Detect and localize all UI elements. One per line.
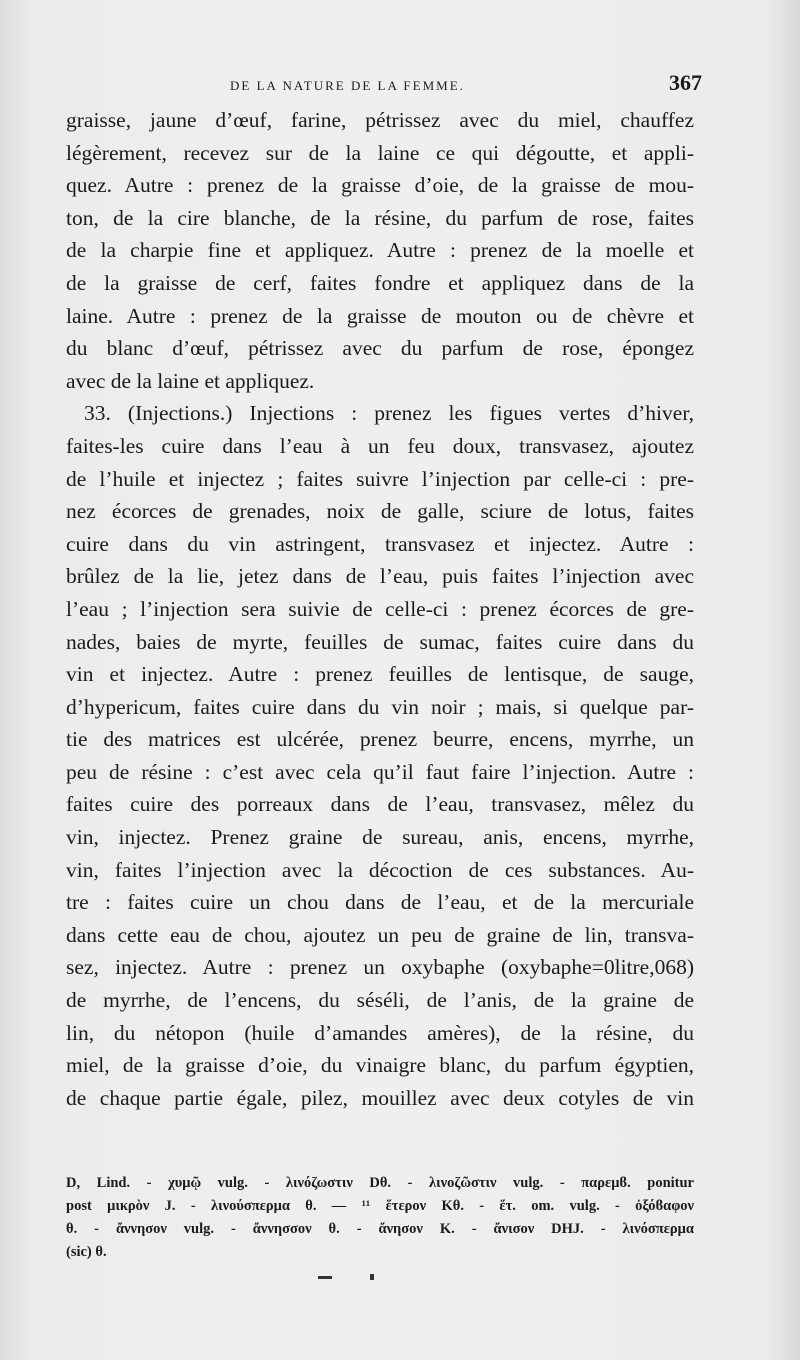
- footnote-line: D, Lind. - χυμῷ vulg. - λινόζωστιν Dθ. - λινοζῶστιν vulg. - παρεμϐ. ponitur: [66, 1175, 694, 1191]
- footnote-line: (sic) θ.: [66, 1244, 107, 1260]
- footnotes: [66, 1172, 694, 1264]
- text-line: vin et injectez. Autre : prenez feuilles de lentisque, de sauge,: [66, 662, 694, 687]
- text-line: cuire dans du vin astringent, transvasez et injectez. Autre :: [66, 531, 694, 556]
- text-line: faites cuire des porreaux dans de l’eau, transvasez, mêlez du: [66, 792, 694, 817]
- text-line: vin, injectez. Prenez graine de sureau, anis, encens, myrrhe,: [66, 825, 694, 850]
- text-line: vin, faites l’injection avec la décoction de ces substances. Au-: [66, 857, 694, 882]
- text-line: tie des matrices est ulcérée, prenez beurre, encens, myrrhe, un: [66, 727, 694, 752]
- main-text: [66, 104, 694, 1114]
- text-line: lin, du nétopon (huile d’amandes amères), de la résine, du: [66, 1020, 694, 1045]
- text-line: d’hypericum, faites cuire dans du vin noir ; mais, si quelque par-: [66, 694, 694, 719]
- text-line: graisse, jaune d’œuf, farine, pétrissez avec du miel, chauffez: [66, 108, 694, 132]
- text-line: du blanc d’œuf, pétrissez avec du parfum de rose, épongez: [66, 336, 694, 361]
- text-line: de chaque partie égale, pilez, mouillez avec deux cotyles de vin: [66, 1085, 694, 1110]
- footnote-line: post μικρὸν J. - λινούσπερμα θ. — ¹¹ ἕτερον Kθ. - ἕτ. om. vulg. - ὀξόϐαφον: [66, 1198, 694, 1214]
- text-line: laine. Autre : prenez de la graisse de mouton ou de chèvre et: [66, 303, 694, 328]
- print-mark: [370, 1274, 374, 1280]
- text-line: peu de résine : c’est avec cela qu’il faut faire l’injection. Autre :: [66, 759, 694, 784]
- text-line: avec de la laine et appliquez.: [66, 368, 315, 393]
- text-line: dans cette eau de chou, ajoutez un peu de graine de lin, transva-: [66, 922, 694, 947]
- text-line: légèrement, recevez sur de la laine ce qui dégoutte, et appli-: [66, 140, 694, 165]
- section-33-first-line: 33. (Injections.) Injections : prenez les figues vertes d’hiver,: [84, 401, 694, 426]
- running-title: DE LA NATURE DE LA FEMME.: [230, 78, 465, 93]
- text-line: de la graisse de cerf, faites fondre et appliquez dans de la: [66, 270, 694, 295]
- text-line: sez, injectez. Autre : prenez un oxybaphe (oxybaphe=0litre,068): [66, 955, 694, 980]
- text-line: l’eau ; l’injection sera suivie de celle-ci : prenez écorces de gre-: [66, 596, 694, 621]
- print-mark: [318, 1276, 332, 1279]
- text-line: brûlez de la lie, jetez dans de l’eau, puis faites l’injection avec: [66, 564, 694, 589]
- text-line: quez. Autre : prenez de la graisse d’oie, de la graisse de mou-: [66, 173, 694, 198]
- text-line: ton, de la cire blanche, de la résine, du parfum de rose, faites: [66, 205, 694, 230]
- footnote-line: θ. - ἄννησον vulg. - ἄννησσον θ. - ἄνησον K. - ἄνισον DHJ. - λινόσπερμα: [66, 1221, 694, 1237]
- text-line: nades, baies de myrte, feuilles de sumac, faites cuire dans du: [66, 629, 694, 654]
- text-line: de l’huile et injectez ; faites suivre l’injection par celle-ci : pre-: [66, 466, 694, 491]
- text-line: faites-les cuire dans l’eau à un feu doux, transvasez, ajoutez: [66, 433, 694, 458]
- text-line: tre : faites cuire un chou dans de l’eau, et de la mercuriale: [66, 890, 694, 915]
- page-number: 367: [669, 70, 702, 95]
- text-line: de myrrhe, de l’encens, du séséli, de l’anis, de la graine de: [66, 988, 694, 1013]
- text-line: miel, de la graisse d’oie, du vinaigre blanc, du parfum égyptien,: [66, 1053, 694, 1078]
- text-line: nez écorces de grenades, noix de galle, sciure de lotus, faites: [66, 499, 694, 524]
- text-line: de la charpie fine et appliquez. Autre : prenez de la moelle et: [66, 238, 694, 263]
